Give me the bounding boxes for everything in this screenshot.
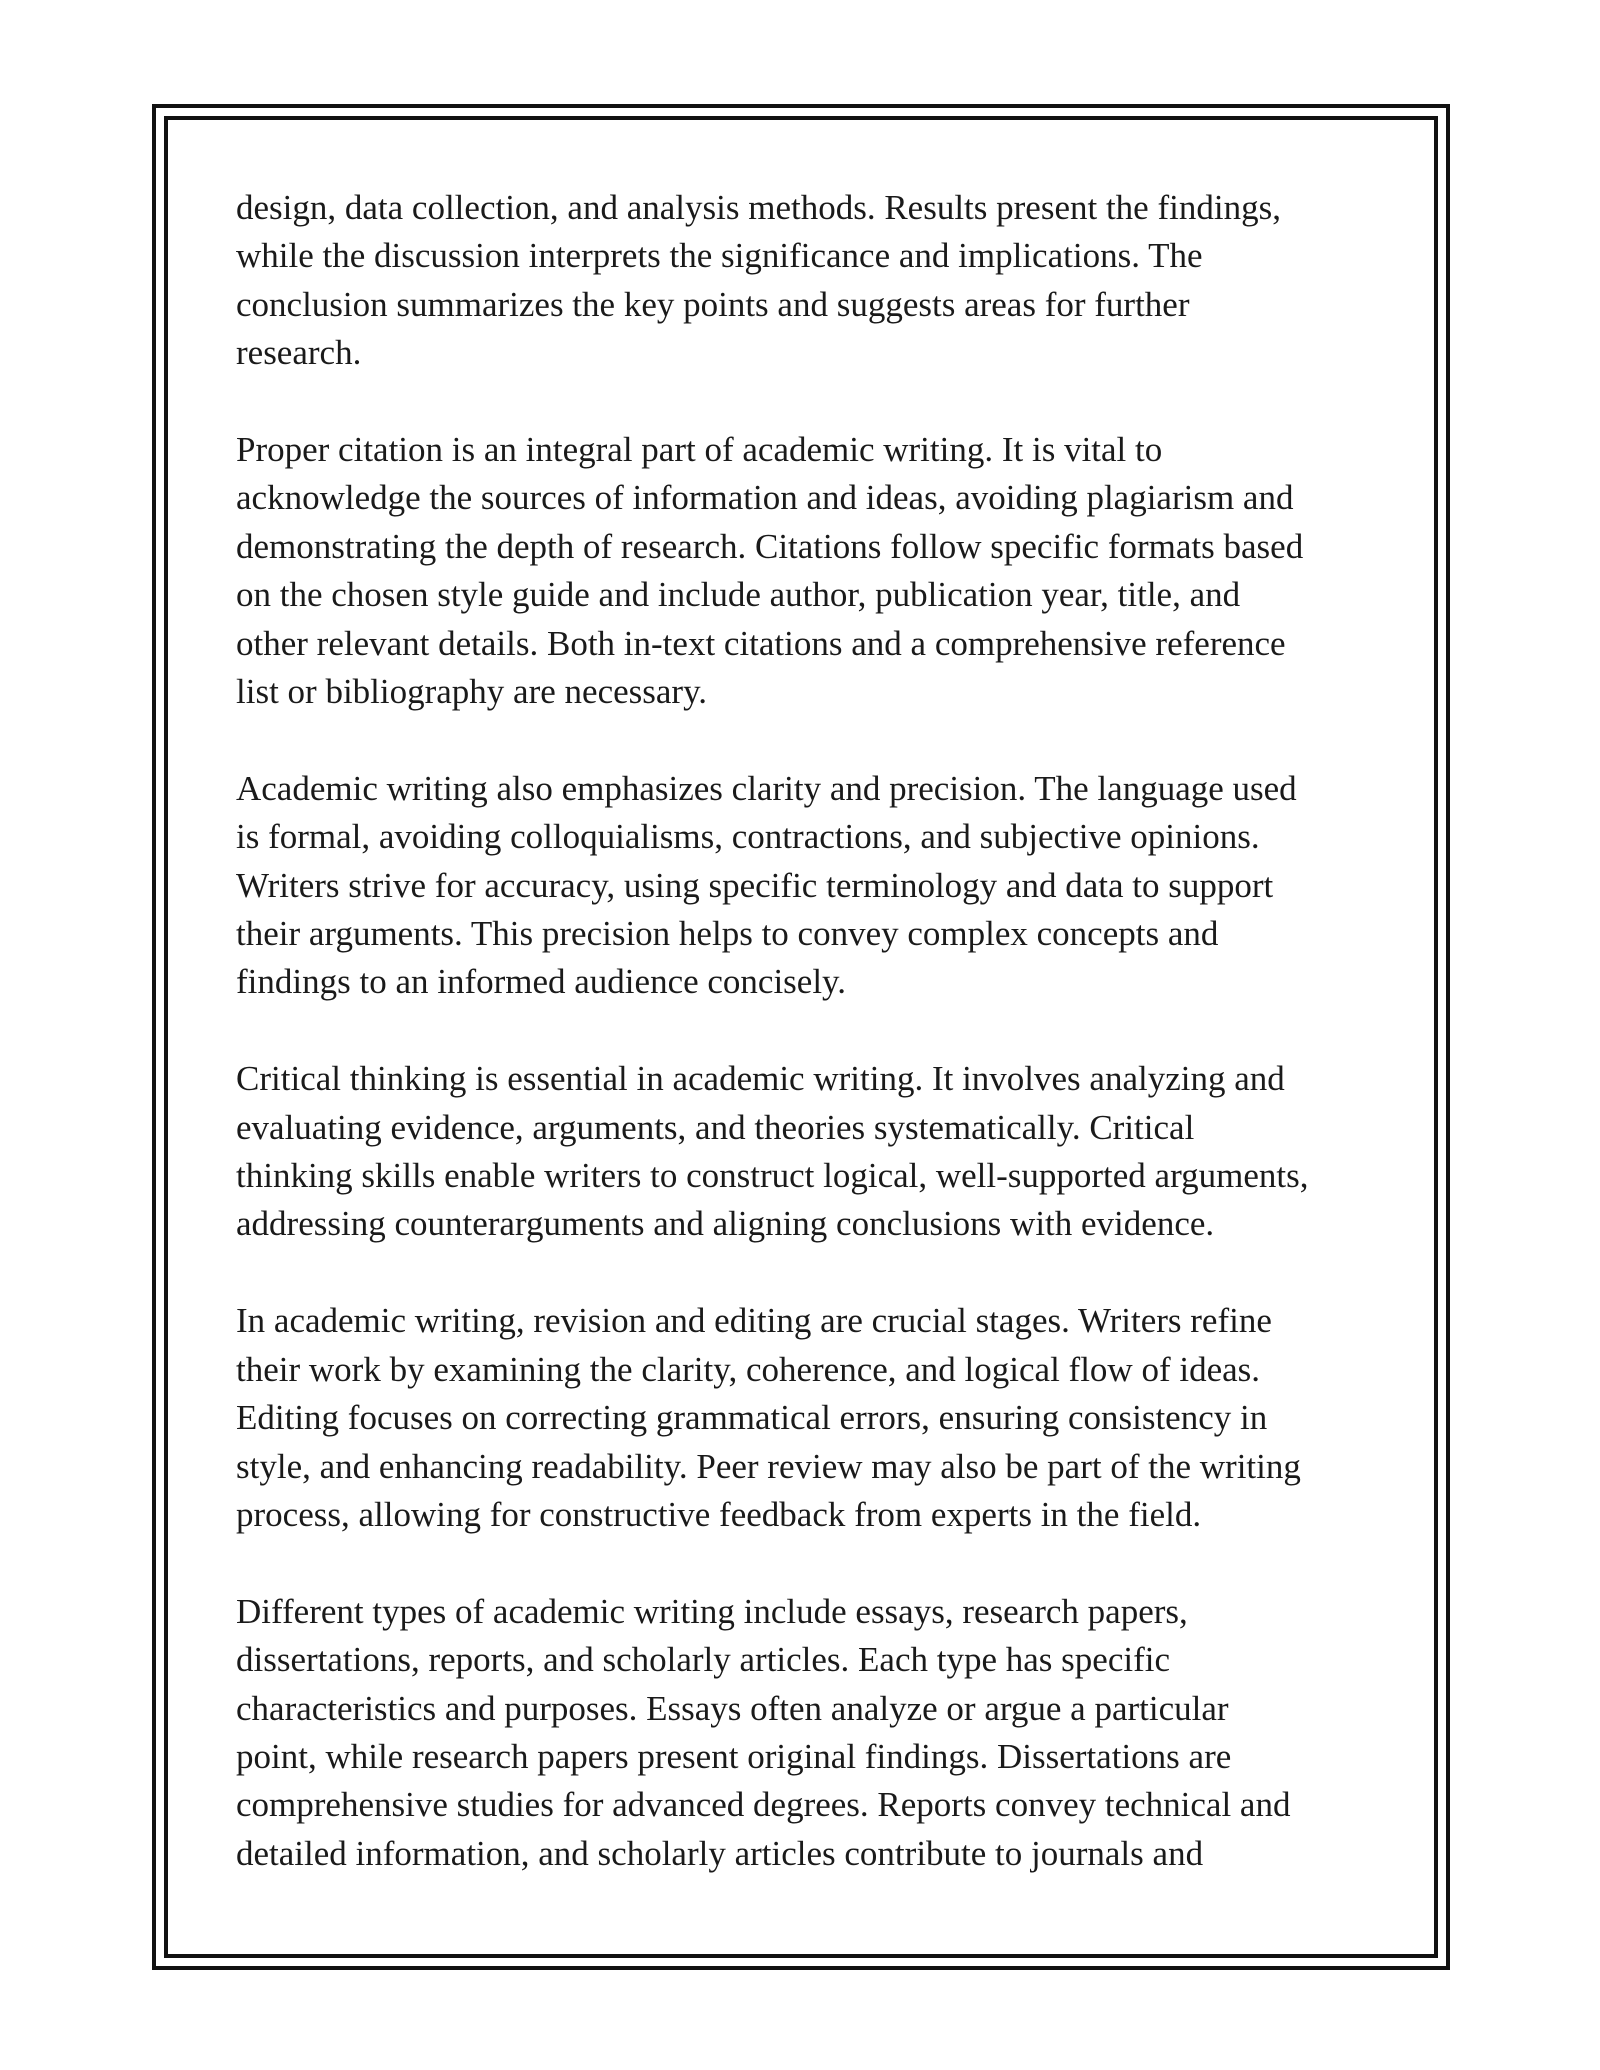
document-body	[236, 184, 1366, 1878]
paragraph-citation: Proper citation is an integral part of academic writing. It is vital to acknowledge the sources of information and ideas, avoiding plagiarism and demonstrating the depth of research. Citations follow specific formats based on the chosen style guide and include author, publication year, title, and other relevant details. Both in-text citations and a comprehensive reference list or bibliography are necessary.	[236, 430, 1304, 712]
paragraph-critical-thinking: Critical thinking is essential in academic writing. It involves analyzing and evaluating evidence, arguments, and theories systematically. Critical thinking skills enable writers to construct logical, well-supported arguments, addressing counterarguments and aligning conclusions with evidence.	[236, 1059, 1309, 1244]
paragraph-clarity-precision: Academic writing also emphasizes clarity and precision. The language used is formal, avoiding colloquialisms, contractions, and subjective opinions. Writers strive for accuracy, using specific terminology and data to support their arguments. This precision helps to convey complex concepts and findings to an informed audience concisely.	[236, 768, 1297, 1002]
paragraph-revision-editing: In academic writing, revision and editing are crucial stages. Writers refine their work by examining the clarity, coherence, and logical flow of ideas. Editing focuses on correcting grammatical errors, ensuring consistency in style, and enhancing readability. Peer review may also be part of the writing process, allowing for constructive feedback from experts in the field.	[236, 1301, 1301, 1534]
paragraph-writing-types: Different types of academic writing include essays, research papers, dissertations, reports, and scholarly articles. Each type has specific characteristics and purposes. Essays often analyze or argue a particular point, while research papers present original findings. Dissertations are comprehensive studies for advanced degrees. Reports convey technical and detailed information, and scholarly articles contribute to journals and	[236, 1591, 1291, 1873]
paragraph-methods-results: design, data collection, and analysis methods. Results present the findings, while the discussion interprets the significance and implications. The conclusion summarizes the key points and suggests areas for further research.	[236, 188, 1281, 373]
